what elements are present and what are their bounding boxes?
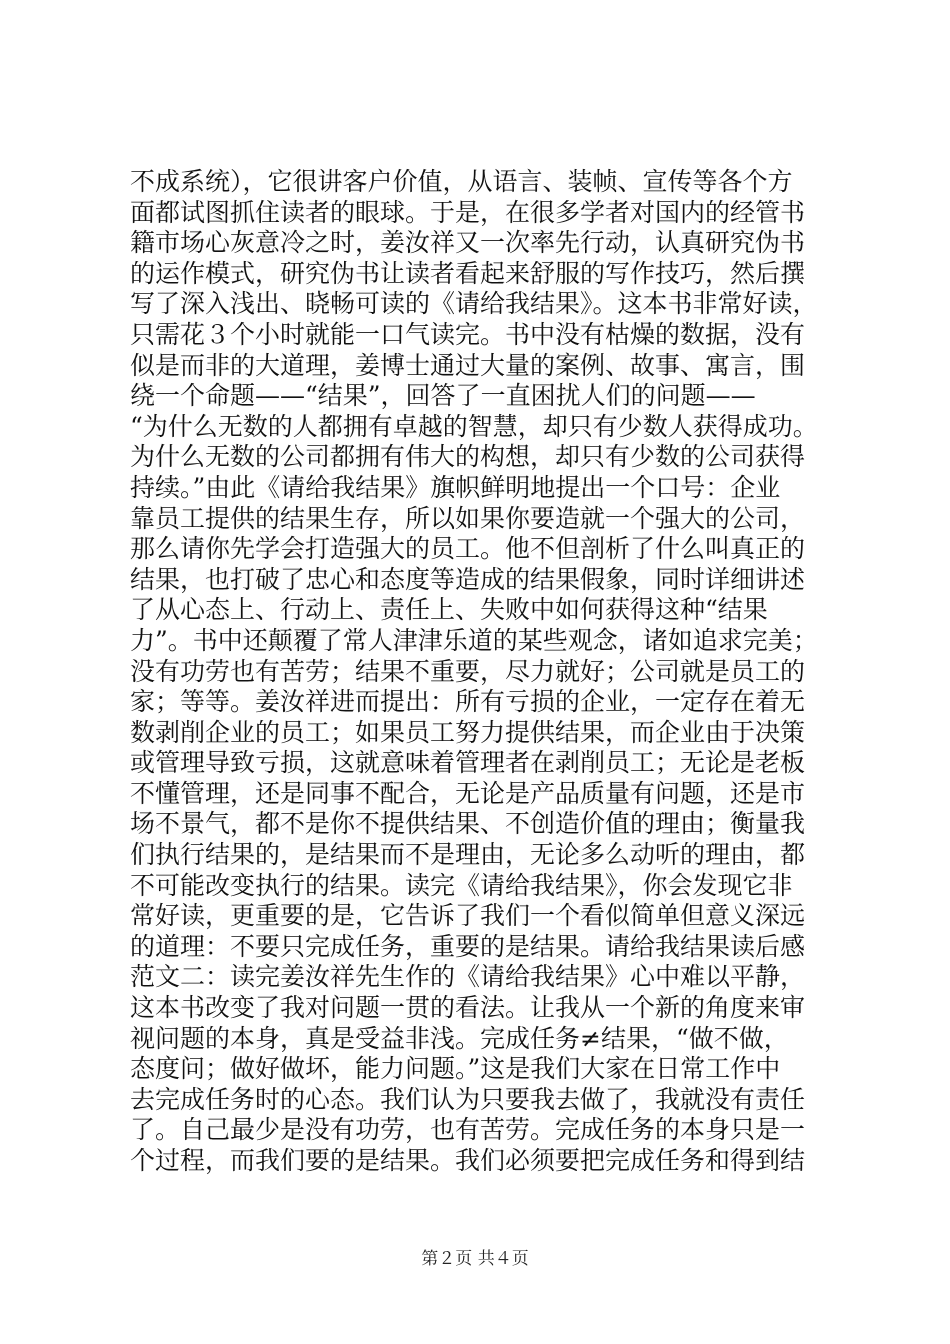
text-line: 结果，也打破了忠心和态度等造成的结果假象，同时详细讲述 <box>130 564 806 594</box>
text-line: 力”。书中还颠覆了常人津津乐道的某些观念，诸如追求完美； <box>130 625 818 655</box>
text-line: 靠员工提供的结果生存，所以如果你要造就一个强大的公司， <box>130 503 806 533</box>
text-line: 态度问；做好做坏，能力问题。”这是我们大家在日常工作中 <box>130 1054 781 1084</box>
text-line: 不成系统），它很讲客户价值，从语言、装帧、宣传等各个方 <box>130 167 793 196</box>
text-line: 场不景气，都不是你不提供结果、不创造价值的理由；衡量我 <box>130 809 806 839</box>
text-line: 不可能改变执行的结果。读完《请给我结果》，你会发现它非 <box>130 870 793 900</box>
text-line: 常好读，更重要的是，它告诉了我们一个看似简单但意义深远 <box>130 901 806 931</box>
text-line: “为什么无数的人都拥有卓越的智慧，却只有少数人获得成功。 <box>130 411 818 441</box>
text-line: 的运作模式，研究伪书让读者看起来舒服的写作技巧，然后撰 <box>130 258 806 288</box>
text-line: 了。自己最少是没有功劳，也有苦劳。完成任务的本身只是一 <box>130 1115 806 1145</box>
body-text <box>130 167 840 1177</box>
text-line: 视问题的本身，真是受益非浅。完成任务≠结果，“做不做， <box>130 1023 789 1053</box>
text-line: 不懂管理，还是同事不配合，无论是产品质量有问题，还是市 <box>130 778 806 808</box>
text-line: 或管理导致亏损，这就意味着管理者在剥削员工；无论是老板 <box>130 748 806 778</box>
text-line: 面都试图抓住读者的眼球。于是，在很多学者对国内的经管书 <box>130 197 806 227</box>
text-line: 写了深入浅出、晓畅可读的《请给我结果》。这本书非常好读， <box>130 289 818 319</box>
text-line: 数剥削企业的员工；如果员工努力提供结果，而企业由于决策 <box>130 717 806 747</box>
text-line: 只需花３个小时就能一口气读完。书中没有枯燥的数据，没有 <box>130 319 806 349</box>
text-line: 这本书改变了我对问题一贯的看法。让我从一个新的角度来审 <box>130 993 806 1023</box>
text-line: 那么请你先学会打造强大的员工。他不但剖析了什么叫真正的 <box>130 534 806 564</box>
text-line: 没有功劳也有苦劳；结果不重要，尽力就好；公司就是员工的 <box>130 656 806 686</box>
page-footer: 第２页 共４页 <box>421 1249 529 1269</box>
text-line: 范文二：读完姜汝祥先生作的《请给我结果》心中难以平静， <box>130 962 806 992</box>
text-line: 籍市场心灰意冷之时，姜汝祥又一次率先行动，认真研究伪书 <box>130 228 806 258</box>
text-line: 家；等等。姜汝祥进而提出：所有亏损的企业，一定存在着无 <box>130 687 806 717</box>
text-line: 去完成任务时的心态。我们认为只要我去做了，我就没有责任 <box>130 1084 806 1114</box>
text-line: 为什么无数的公司都拥有伟大的构想，却只有少数的公司获得 <box>130 442 806 472</box>
text-line: 绕一个命题——“结果”，回答了一直困扰人们的问题—— <box>130 381 756 411</box>
text-line: 的道理：不要只完成任务，重要的是结果。请给我结果读后感 <box>130 931 806 961</box>
text-line: 们执行结果的，是结果而不是理由，无论多么动听的理由，都 <box>130 840 806 870</box>
text-line: 持续。”由此《请给我结果》旗帜鲜明地提出一个口号：企业 <box>130 472 781 502</box>
text-line: 似是而非的大道理，姜博士通过大量的案例、故事、寓言，围 <box>130 350 806 380</box>
text-line: 了从心态上、行动上、责任上、失败中如何获得这种“结果 <box>130 595 768 625</box>
text-line: 个过程，而我们要的是结果。我们必须要把完成任务和得到结 <box>130 1146 806 1175</box>
